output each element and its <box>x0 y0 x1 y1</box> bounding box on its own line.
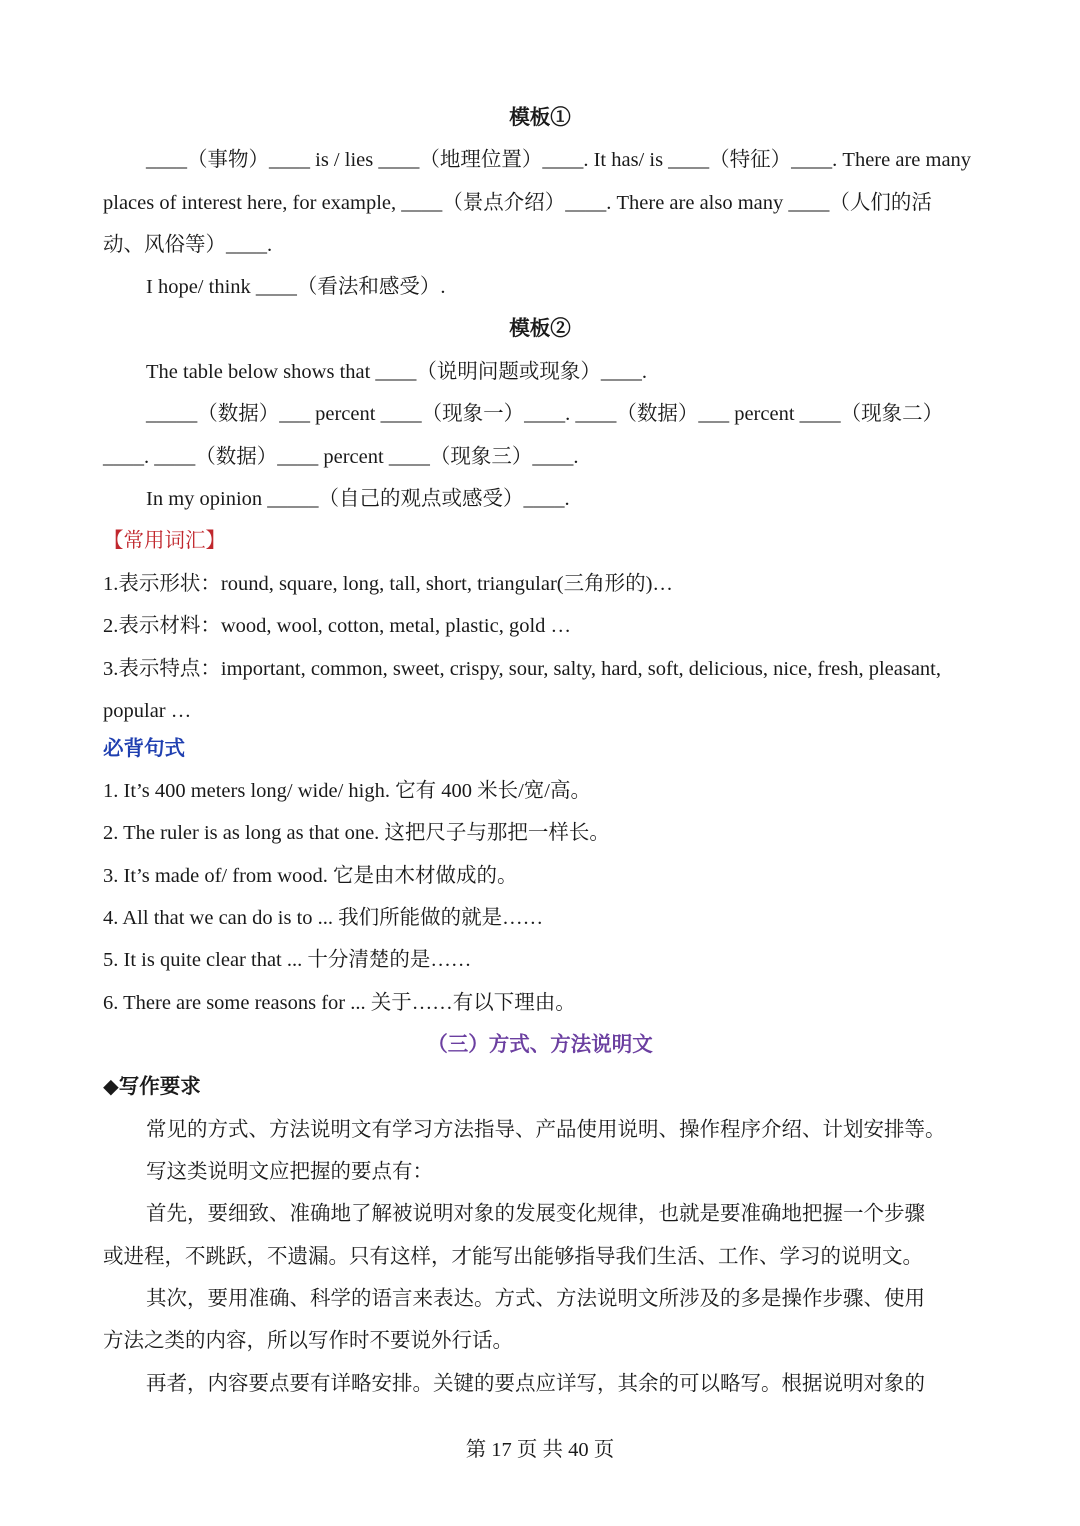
vocab-item-feature-cont: popular … <box>103 700 192 722</box>
sentence-pattern-5: 5. It is quite clear that ... 十分清楚的是…… <box>103 949 472 971</box>
paragraph-3-line-2: 或进程，不跳跃，不遗漏。只有这样，才能写出能够指导我们生活、工作、学习的说明文。 <box>103 1246 923 1268</box>
template-2-line-2: _____（数据）___ percent ____（现象一）____. ____（数据）___ percent ____（现象二） <box>146 403 944 425</box>
vocab-item-material: 2.表示材料：wood, wool, cotton, metal, plastic, gold … <box>103 615 572 637</box>
writing-requirements-heading: ◆写作要求 <box>103 1076 201 1098</box>
vocab-heading: 【常用词汇】 <box>103 530 226 552</box>
sentence-pattern-6: 6. There are some reasons for ... 关于……有以下理由。 <box>103 992 576 1014</box>
paragraph-3-line-1: 首先，要细致、准确地了解被说明对象的发展变化规律，也就是要准确地把握一个步骤 <box>146 1203 925 1225</box>
sentence-pattern-2: 2. The ruler is as long as that one. 这把尺子与那把一样长。 <box>103 822 610 844</box>
template-2-line-1: The table below shows that ____（说明问题或现象）____. <box>146 361 648 383</box>
template-2-line-4: In my opinion _____（自己的观点或感受）____. <box>146 488 570 510</box>
sentence-patterns-heading: 必背句式 <box>103 738 185 760</box>
paragraph-4-line-2: 方法之类的内容，所以写作时不要说外行话。 <box>103 1330 513 1352</box>
template-2-line-3: ____. ____（数据）____ percent ____（现象三）____. <box>103 446 579 468</box>
template-1-line-3: 动、风俗等）____. <box>103 234 273 256</box>
template-2-heading: 模板② <box>509 318 571 340</box>
paragraph-2: 写这类说明文应把握的要点有： <box>146 1161 433 1183</box>
vocab-item-shape: 1.表示形状：round, square, long, tall, short, triangular(三角形的)… <box>103 573 673 595</box>
paragraph-1: 常见的方式、方法说明文有学习方法指导、产品使用说明、操作程序介绍、计划安排等。 <box>146 1119 946 1141</box>
sentence-pattern-1: 1. It’s 400 meters long/ wide/ high. 它有 400 米长/宽/高。 <box>103 780 591 802</box>
sentence-pattern-4: 4. All that we can do is to ... 我们所能做的就是…… <box>103 907 544 929</box>
paragraph-4-line-1: 其次，要用准确、科学的语言来表达。方式、方法说明文所涉及的多是操作步骤、使用 <box>146 1288 925 1310</box>
template-1-line-2: places of interest here, for example, ____（景点介绍）____. There are also many ____（人们的活 <box>103 192 932 214</box>
sentence-pattern-3: 3. It’s made of/ from wood. 它是由木材做成的。 <box>103 865 518 887</box>
page-number-footer: 第 17 页 共 40 页 <box>465 1439 615 1461</box>
template-1-line-4: I hope/ think ____（看法和感受）. <box>146 276 446 298</box>
vocab-item-feature: 3.表示特点：important, common, sweet, crispy, sour, salty, hard, soft, delicious, nice, fresh, pleasant, <box>103 658 941 680</box>
template-1-heading: 模板① <box>509 107 571 129</box>
paragraph-5-line-1: 再者，内容要点要有详略安排。关键的要点应详写，其余的可以略写。根据说明对象的 <box>146 1373 925 1395</box>
template-1-line-1: ____（事物）____ is / lies ____（地理位置）____. It has/ is ____（特征）____. There are many <box>146 149 972 171</box>
section-title: （三）方式、方法说明文 <box>427 1034 653 1056</box>
